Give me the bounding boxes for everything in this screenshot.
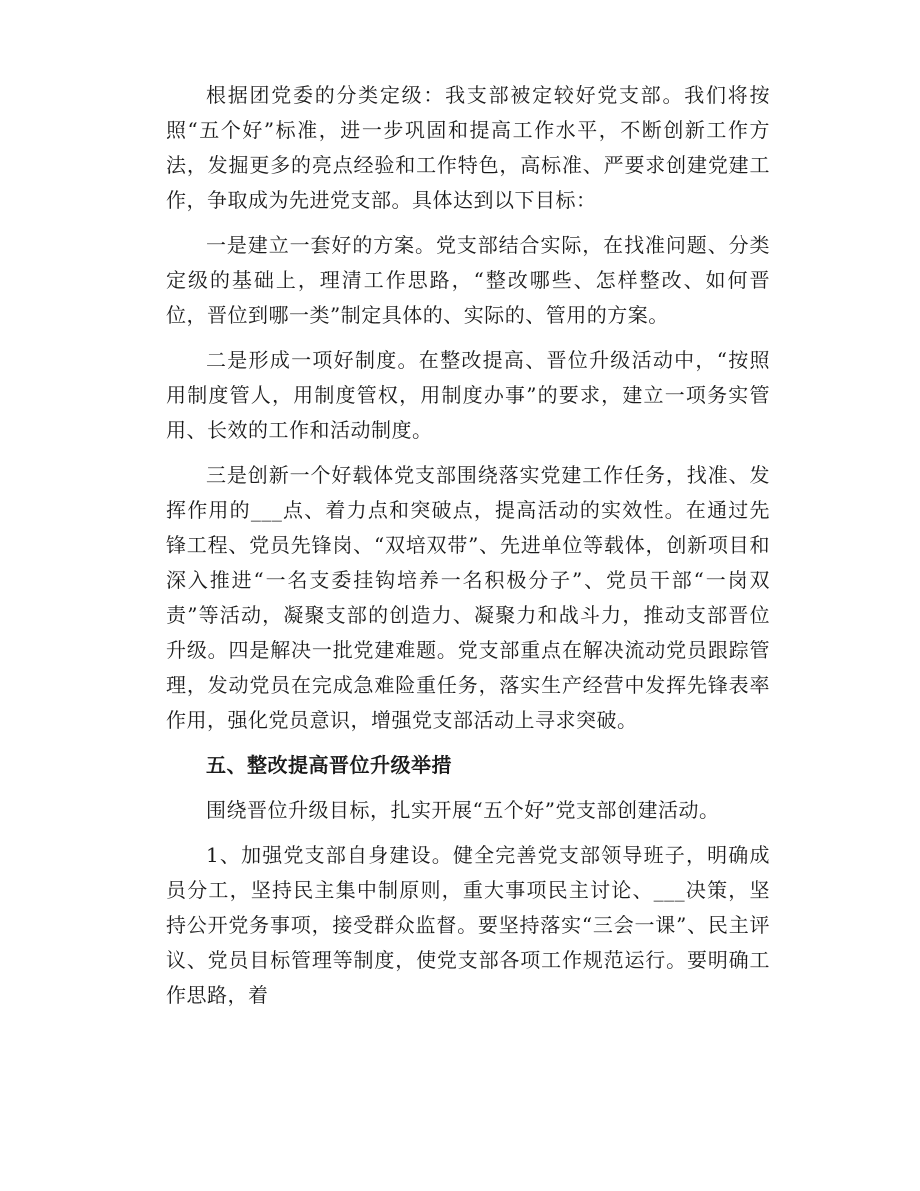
paragraph-goal-two: 二是形成一项好制度。在整改提高、晋位升级活动中，“按照用制度管人，用制度管权，用制度办事”的要求，建立一项务实管用、长效的工作和活动制度。	[166, 348, 770, 442]
paragraph-section-intro: 围绕晋位升级目标，扎实开展“五个好”党支部创建活动。	[206, 798, 720, 822]
paragraph-intro: 根据团党委的分类定级：我支部被定较好党支部。我们将按照“五个好”标准，进一步巩固和提高工作水平，不断创新工作方法，发掘更多的亮点经验和工作特色，高标准、严要求创建党建工作，争取成为先进党支部。具体达到以下目标：	[166, 83, 770, 212]
paragraph-goal-three-four: 三是创新一个好载体党支部围绕落实党建工作任务，找准、发挥作用的___点、着力点和突破点，提高活动的实效性。在通过先锋工程、党员先锋岗、“双培双带”、先进单位等载体，创新项目和深入推进“一名支委挂钩培养一名积极分子”、党员干部“一岗双责”等活动，凝聚支部的创造力、凝聚力和战斗力，推动支部晋位升级。四是解决一批党建难题。党支部重点在解决流动党员跟踪管理，发动党员在完成急难险重任务，落实生产经营中发挥先锋表率作用，强化党员意识，增强党支部活动上寻求突破。	[166, 463, 770, 732]
section-heading: 五、整改提高晋位升级举措	[206, 753, 452, 777]
paragraph-measure-one: 1、加强党支部自身建设。健全完善党支部领导班子，明确成员分工，坚持民主集中制原则，重大事项民主讨论、___决策，坚持公开党务事项，接受群众监督。要坚持落实“三会一课”、民主评议、党员目标管理等制度，使党支部各项工作规范运行。要明确工作思路，着	[166, 843, 770, 1007]
paragraph-goal-one: 一是建立一套好的方案。党支部结合实际，在找准问题、分类定级的基础上，理清工作思路，“整改哪些、怎样整改、如何晋位，晋位到哪一类”制定具体的、实际的、管用的方案。	[166, 233, 770, 327]
